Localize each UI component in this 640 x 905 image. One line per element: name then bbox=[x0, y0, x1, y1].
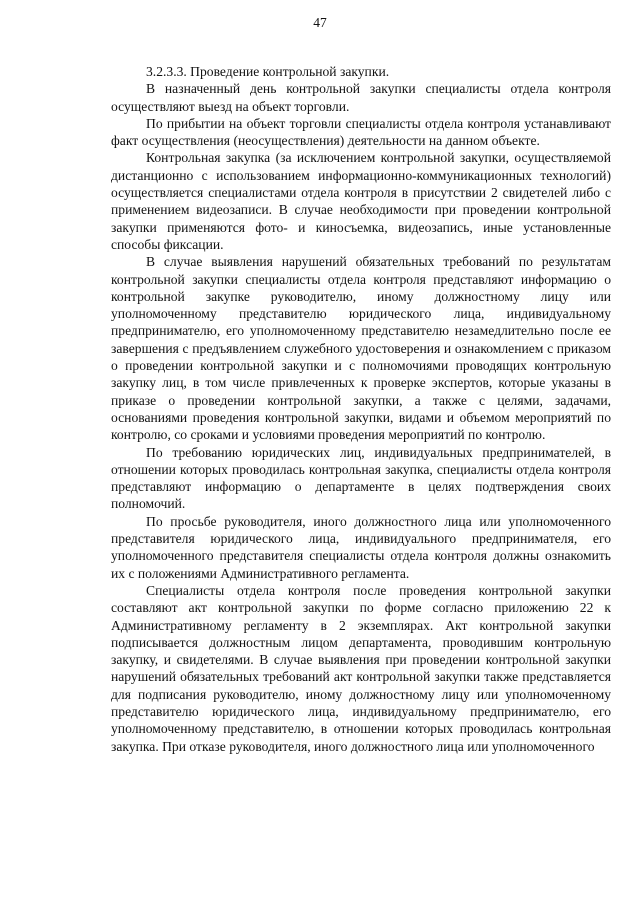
paragraph: В случае выявления нарушений обязательных требований по результатам контрольной закупки специалисты отдела контроля представляют информацию о контрольной закупке руководителю, иному должностному лицу или уполномоченному представителю юридического лица, индивидуальному предпринимателю, его уполномоченному представителю незамедлительно после ее завершения с предъявлением служебного удостоверения и ознакомлением с приказом о проведении контрольной закупки и с полномочиями проводящих контрольную закупку лиц, в том числе привлеченных к проверке экспертов, которые указаны в приказе о проведении контрольной закупки, а также с целями, задачами, основаниями проведения контрольной закупки, видами и объемом мероприятий по контролю, со сроками и условиями проведения мероприятий по контролю. bbox=[111, 254, 611, 443]
page-number: 47 bbox=[313, 15, 327, 30]
paragraph: По просьбе руководителя, иного должностного лица или уполномоченного представителя юридического лица, индивидуального предпринимателя, его уполномоченного представителя специалисты отдела контроля должны ознакомить их с положениями Административного регламента. bbox=[111, 513, 611, 581]
document-body bbox=[111, 63, 611, 755]
paragraph: По требованию юридических лиц, индивидуальных предпринимателей, в отношении которых проводилась контрольная закупка, специалисты отдела контроля представляют информацию о департаменте в целях подтверждения своих полномочий. bbox=[111, 444, 611, 512]
paragraph: Контрольная закупка (за исключением контрольной закупки, осуществляемой дистанционно с использованием информационно-коммуникационных технологий) осуществляется специалистами отдела контроля в присутствии 2 свидетелей либо с применением видеозаписи. В случае необходимости при проведении контрольной закупки применяются фото- и киносъемка, видеозапись, иные установленные способы фиксации. bbox=[111, 150, 611, 252]
paragraph: Специалисты отдела контроля после проведения контрольной закупки составляют акт контрольной закупки по форме согласно приложению 22 к Административному регламенту в 2 экземплярах. Акт контрольной закупки подписывается должностным лицом департамента, проводившим контрольную закупку, и свидетелями. В случае выявления при проведении контрольной закупки нарушений обязательных требований акт контрольной закупки также представляется для подписания руководителю, иному должностному лицу или уполномоченному представителю юридического лица, индивидуальному предпринимателю, его уполномоченному представителю, в отношении которых проводилась контрольная закупка. При отказе руководителя, иного должностного лица или уполномоченного bbox=[111, 582, 611, 754]
paragraph: В назначенный день контрольной закупки специалисты отдела контроля осуществляют выезд на объект торговли. bbox=[111, 81, 611, 114]
section-heading: 3.2.3.3. Проведение контрольной закупки. bbox=[146, 64, 390, 79]
paragraph: По прибытии на объект торговли специалисты отдела контроля устанавливают факт осуществления (неосуществления) деятельности на данном объекте. bbox=[111, 115, 611, 149]
